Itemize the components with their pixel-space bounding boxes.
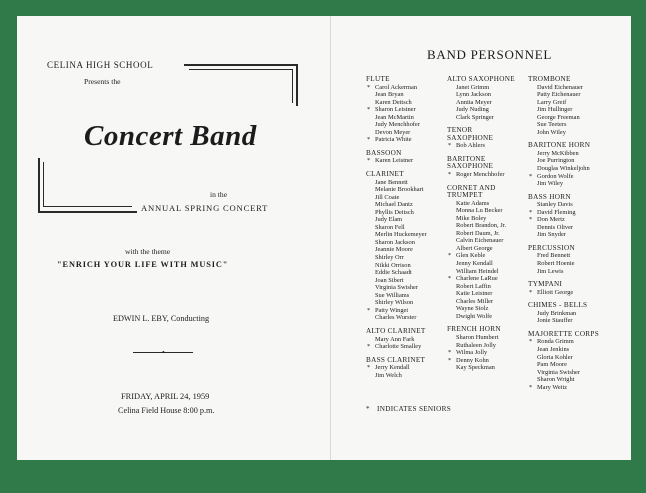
member-name [366,121,427,129]
member-name [447,283,515,291]
section-heading: PERCUSSION [528,243,575,252]
member-name-text: Jerry McKibben [537,149,579,157]
member-name [447,364,515,372]
member-name [447,268,515,276]
member-name-text: Calvin Eichenauer [456,237,504,245]
member-name [366,114,427,122]
personnel-column-3 [528,76,599,391]
member-name-text: Phyllis Deitsch [375,208,414,216]
senior-marker: * [529,216,533,224]
member-name [447,290,515,298]
section-heading: FRENCH HORN [447,325,501,334]
member-name [366,224,427,232]
bottom-bracket-inner-horiz [43,206,132,207]
section-heading: BARITONE HORN [528,141,591,150]
member-name [366,336,427,344]
member-name [447,305,515,313]
member-name [447,342,515,350]
theme-text: "ENRICH YOUR LIFE WITH MUSIC" [57,260,229,269]
member-name-text: Jerry Kendall [375,364,410,372]
member-name [366,262,427,270]
member-name-text: Robert Daum, Jr. [456,229,500,237]
member-name [528,289,599,297]
member-name [366,277,427,285]
member-name-text: Glen Keble [456,252,486,260]
member-name-text: Nikki Orrison [375,261,411,269]
member-name [528,173,599,181]
member-name [528,99,599,107]
member-name [528,268,599,276]
senior-marker: * [448,349,452,357]
member-name-text: Robert Brandon, Jr. [456,222,507,230]
member-name-text: Sue Williams [375,291,410,299]
senior-marker: * [367,157,371,165]
member-name-text: Mary Ann Fark [375,335,415,343]
member-name-text: Eddie Schaadt [375,269,412,277]
member-name [366,136,427,144]
member-name-text: Janet Grimm [456,83,490,91]
member-name-text: Pam Moore [537,361,567,369]
in-the-text: in the [210,190,228,199]
section-heading: SAXOPHONE [447,133,494,142]
member-name [366,201,427,209]
personnel-column-2 [447,76,515,372]
member-name-text: Douglas Winkeljohn [537,165,590,173]
member-name-text: Lynn Jackson [456,91,491,99]
member-name-text: Sue Teeters [537,121,567,129]
section-heading: BASS CLARINET [366,355,426,364]
member-name [366,307,427,315]
member-name-text: Patty Winget [375,306,409,314]
section-heading: TROMBONE [528,75,571,83]
member-name [528,121,599,129]
member-name [528,165,599,173]
member-name [528,216,599,224]
senior-marker: * [529,383,533,391]
bottom-bracket-horiz [38,211,137,213]
section-heading: CORNET AND [447,183,496,192]
member-name [528,224,599,232]
senior-marker: * [448,356,452,364]
top-bracket [184,64,298,66]
member-name [447,142,515,150]
section-heading: TRUMPET [447,191,483,200]
school-name: CELINA HIGH SCHOOL [47,60,154,70]
member-name-text: Denny Kohn [456,356,489,364]
member-name-text: Katie Adams [456,199,490,207]
member-name [528,338,599,346]
member-name [528,157,599,165]
section-heading: BASSOON [366,148,402,157]
member-name-text: Jim Hullinger [537,106,573,114]
member-name-text: Michael Dantz [375,201,413,209]
member-name [366,99,427,107]
fold-line [330,16,331,460]
member-name [528,106,599,114]
member-name-text: Virginia Swisher [537,368,580,376]
member-name [447,207,515,215]
member-name-text: Jim Wiley [537,180,564,188]
member-name-text: David Fleming [537,208,576,216]
member-name [528,376,599,384]
member-name [447,84,515,92]
member-name-text: Jonie Stauffer [537,317,573,325]
member-name-text: Jeannie Moore [375,246,413,254]
member-name-text: Joe Purrington [537,157,575,165]
member-name-text: Fred Bennett [537,252,571,260]
personnel-column-1 [366,76,427,379]
member-name-text: Karen Leistner [375,157,414,165]
member-name [366,84,427,92]
member-name-text: Melanie Brookhart [375,186,424,194]
member-name [366,91,427,99]
member-name-text: David Eichenauer [537,83,583,91]
member-name-text: Jill Coate [375,193,400,201]
member-name-text: Joan Sibert [375,276,404,284]
member-name [447,91,515,99]
member-name-text: Jim Welch [375,371,402,379]
member-name-text: Wayne Stolz [456,305,489,313]
senior-marker: * [448,275,452,283]
concert-venue: Celina Field House 8:00 p.m. [118,406,215,415]
member-name-text: Katie Leistner [456,290,493,298]
member-name [528,310,599,318]
section-heading: ALTO CLARINET [366,326,426,335]
member-name [528,317,599,325]
top-bracket-vert [296,64,298,106]
member-name-text: Jenny Kendall [456,260,493,268]
section-heading: FLUTE [366,75,390,83]
member-name [528,252,599,260]
member-name [528,91,599,99]
section-heading: CLARINET [366,170,404,179]
member-name-text: Robert Hoenie [537,260,575,268]
top-bracket-inner-vert [292,69,293,103]
senior-marker: * [529,208,533,216]
member-name-text: Ronda Grimm [537,338,574,346]
member-name [366,157,427,165]
senior-marker: * [367,306,371,314]
member-name-text: Mike Boley [456,214,487,222]
senior-marker: * [448,142,452,150]
member-name [366,269,427,277]
member-name [366,216,427,224]
member-name [366,372,427,380]
member-name-text: Sharon Leistner [375,106,416,114]
member-name [366,299,427,307]
member-name-text: Stanley Davis [537,201,573,209]
member-name [447,215,515,223]
member-name [366,364,427,372]
member-name-text: Jean Jenkins [537,345,570,353]
member-name [528,346,599,354]
member-name [447,260,515,268]
member-name [447,230,515,238]
member-name [528,260,599,268]
member-name [528,354,599,362]
member-name-text: Kay Speckman [456,364,495,372]
member-name [366,314,427,322]
member-name [366,239,427,247]
member-name-text: Ruthaleen Jolly [456,341,496,349]
bottom-bracket [38,158,40,213]
member-name [528,129,599,137]
senior-marker: * [367,364,371,372]
member-name-text: Charlene LaRue [456,275,498,283]
senior-marker: * [367,106,371,114]
member-name [366,186,427,194]
member-name-text: William Heindel [456,267,499,275]
senior-marker: * [529,172,533,180]
section-heading: BARITONE [447,154,486,163]
legend-mark: * [366,405,370,413]
member-name [528,150,599,158]
member-name [366,209,427,217]
member-name [447,252,515,260]
member-name-text: Bob Ahlers [456,142,485,150]
event-name: ANNUAL SPRING CONCERT [141,203,269,213]
member-name [447,349,515,357]
member-name [447,99,515,107]
section-heading: CHIMES - BELLS [528,301,588,310]
member-name-text: Patty Eichenauer [537,91,581,99]
member-name-text: Albert George [456,244,493,252]
section-heading: BASS HORN [528,192,571,201]
member-name [528,384,599,392]
member-name-text: Robert Laffin [456,282,491,290]
member-name-text: Jane Bennett [375,178,408,186]
member-name [366,179,427,187]
theme-intro: with the theme [125,247,171,256]
member-name-text: Gordon Wolfe [537,172,574,180]
member-name [366,254,427,262]
member-name [447,313,515,321]
member-name [447,357,515,365]
member-name-text: Jim Snyder [537,231,566,239]
senior-marker: * [529,288,533,296]
member-name [447,114,515,122]
member-name-text: John Wiley [537,128,566,136]
member-name-text: Karen Deitsch [375,98,412,106]
member-name [366,343,427,351]
member-name-text: Jean McMartin [375,113,414,121]
member-name-text: Judy Nuding [456,106,489,114]
member-name [528,201,599,209]
member-name-text: Patricia White [375,136,412,144]
legend [366,405,451,413]
member-name-text: Wilma Jolly [456,349,488,357]
member-name-text: Charlotte Smalley [375,343,422,351]
conductor: EDWIN L. EBY, Conducting [113,314,210,323]
member-name-text: Mary Weitz [537,383,568,391]
member-name-text: Sharon Fell [375,223,405,231]
member-name [366,106,427,114]
senior-marker: * [448,171,452,179]
member-name-text: Devon Meyer [375,128,411,136]
member-name [366,292,427,300]
member-name [366,194,427,202]
member-name-text: Dennis Oliver [537,223,574,231]
section-heading: SAXOPHONE [447,162,494,171]
concert-date: FRIDAY, APRIL 24, 1959 [121,392,210,401]
member-name-text: Dwight Wolfe [456,312,493,320]
page-title: Concert Band [84,120,257,152]
member-name [528,180,599,188]
member-name-text: Merlin Huckemeyer [375,231,427,239]
member-name [447,222,515,230]
member-name [528,361,599,369]
section-heading: ALTO SAXOPHONE [447,75,515,83]
member-name-text: Gloria Kohler [537,353,573,361]
member-name [528,114,599,122]
member-name [447,275,515,283]
personnel-heading: BAND PERSONNEL [427,47,553,62]
member-name-text: Judy Brinkman [537,309,577,317]
member-name [447,237,515,245]
member-name [447,245,515,253]
member-name [447,171,515,179]
member-name [528,209,599,217]
section-heading: MAJORETTE CORPS [528,329,599,338]
member-name [447,298,515,306]
member-name-text: Judy Elam [375,216,403,224]
member-name-text: Roger Menchhofer [456,171,505,179]
member-name-text: Jean Bryan [375,91,404,99]
member-name-text: Shirley Orr [375,254,404,262]
member-name-text: Charles Miller [456,297,494,305]
member-name-text: Elliott George [537,288,574,296]
member-name-text: Annita Meyer [456,98,492,106]
member-name-text: Judy Menchhofer [375,121,420,129]
member-name [447,334,515,342]
senior-marker: * [367,83,371,91]
member-name-text: Sharon Humbert [456,333,499,341]
senior-marker: * [367,136,371,144]
legend-text: INDICATES SENIORS [377,405,451,413]
bottom-bracket-inner [43,162,44,207]
senior-marker: * [448,252,452,260]
member-name-text: Clark Springer [456,113,494,121]
member-name [528,369,599,377]
member-name-text: Sharon Wright [537,376,575,384]
member-name-text: Sharon Jackson [375,238,415,246]
member-name-text: George Freeman [537,113,580,121]
senior-marker: * [367,343,371,351]
top-bracket-inner [189,69,293,70]
member-name [447,200,515,208]
member-name-text: Shirley Wilson [375,299,414,307]
member-name-text: Larry Greif [537,98,567,106]
member-name [447,106,515,114]
member-name [366,231,427,239]
member-name [528,231,599,239]
senior-marker: * [529,338,533,346]
member-name-text: Carol Ackerman [375,83,418,91]
member-name-text: Charles Wurster [375,314,417,322]
divider-dot: • [162,348,165,357]
member-name-text: Jim Lewis [537,267,564,275]
member-name-text: Virginia Swisher [375,284,418,292]
member-name-text: Monna Lu Becker [456,207,503,215]
member-name [528,84,599,92]
member-name [366,246,427,254]
presents-text: Presents the [84,77,121,86]
member-name-text: Don Mertz [537,216,565,224]
member-name [366,284,427,292]
member-name [366,129,427,137]
section-heading: TYMPANI [528,280,563,289]
section-heading: TENOR [447,126,473,135]
